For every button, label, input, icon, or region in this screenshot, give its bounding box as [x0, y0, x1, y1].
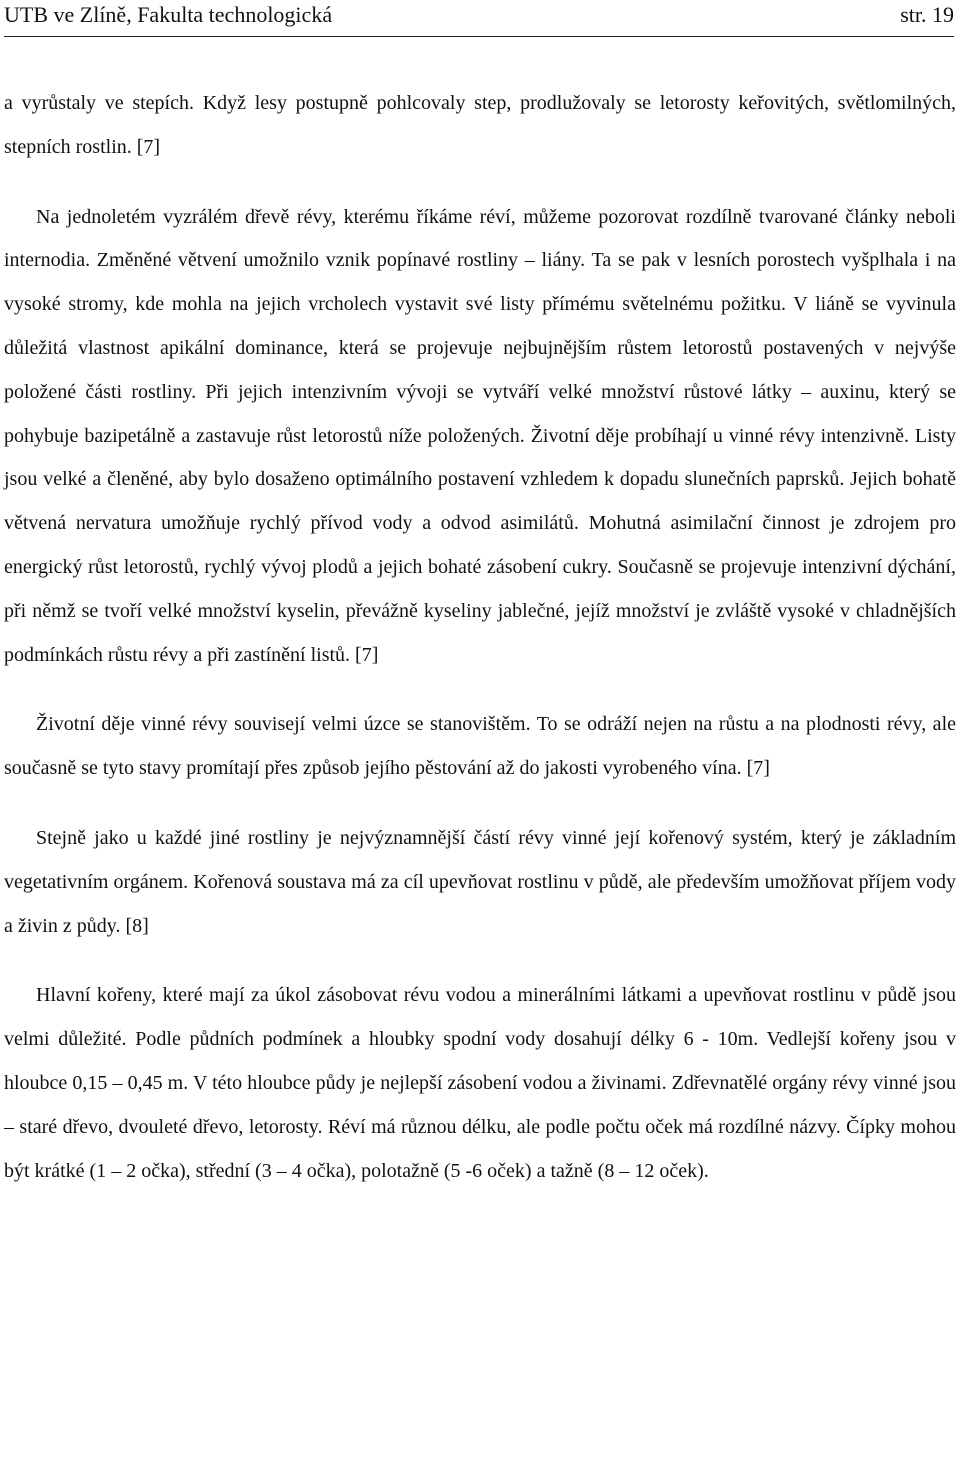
paragraph: a vyrůstaly ve stepích. Když lesy postupně pohlcovaly step, prodlužovaly se letorosty keřovitých, světlomilných, stepních rostlin. [7]	[4, 92, 956, 158]
body-text	[4, 82, 956, 1193]
paragraph: Stejně jako u každé jiné rostliny je nejvýznamnější částí révy vinné její kořenový systém, který je základním vegetativním orgánem. Kořenová soustava má za cíl upevňovat rostlinu v půdě, ale především umožňovat příjem vody a živin z půdy. [8]	[4, 826, 956, 937]
page-number: str. 19	[900, 2, 954, 27]
page-header	[4, 0, 954, 37]
header-title: UTB ve Zlíně, Fakulta technologická	[4, 2, 333, 27]
paragraph: Životní děje vinné révy souvisejí velmi úzce se stanovištěm. To se odráží nejen na růstu a na plodnosti révy, ale současně se tyto stavy promítají přes způsob jejího pěstování až do jakosti vyrobeného vína. [7]	[4, 713, 956, 780]
paragraph: Na jednoletém vyzrálém dřevě révy, kterému říkáme réví, můžeme pozorovat rozdílně tvarované články neboli internodia. Změněné větvení umožnilo vznik popínavé rostliny – liány. Ta se pak v lesních porostech vyšplhala i na vysoké stromy, kde mohla na jejich vrcholech vystavit své listy přímému světelnému požitku. V liáně se vyvinula důležitá vlastnost apikální dominance, která se projevuje nejbujnějším růstem letorostů postavených v nejvýše položené části rostliny. Při jejich intenzivním vývoji se vytváří velké množství růstové látky – auxinu, který se pohybuje bazipetálně a zastavuje růst letorostů níže položených. Životní děje probíhají u vinné révy intenzivně. Listy jsou velké a členěné, aby bylo dosaženo optimálního postavení vzhledem k dopadu slunečních paprsků. Jejich bohatě větvená nervatura umožňuje rychlý přívod vody a odvod asimilátů. Mohutná asimilační činnost je zdrojem pro energický růst letorostů, rychlý vývoj plodů a jejich bohaté zásobení cukry. Současně se projevuje intenzivní dýchání, při němž se tvoří velké množství kyselin, převážně kyseliny jablečné, jejíž množství je zvláště vysoké v chladnějších podmínkách růstu révy a při zastínění listů. [7]	[4, 205, 956, 666]
paragraph: Hlavní kořeny, které mají za úkol zásobovat révu vodou a minerálními látkami a upevňovat rostlinu v půdě jsou velmi důležité. Podle půdních podmínek a hloubky spodní vody dosahují délky 6 - 10m. Vedlejší kořeny jsou v hloubce 0,15 – 0,45 m. V této hloubce půdy je nejlepší zásobení vodou a živinami. Zdřevnatělé orgány révy vinné jsou – staré dřevo, dvouleté dřevo, letorosty. Réví má různou délku, ale podle počtu oček má rozdílné názvy. Čípky mohou být krátké (1 – 2 očka), střední (3 – 4 očka), polotažně (5 -6 oček) a tažně (8 – 12 oček).	[4, 984, 956, 1182]
